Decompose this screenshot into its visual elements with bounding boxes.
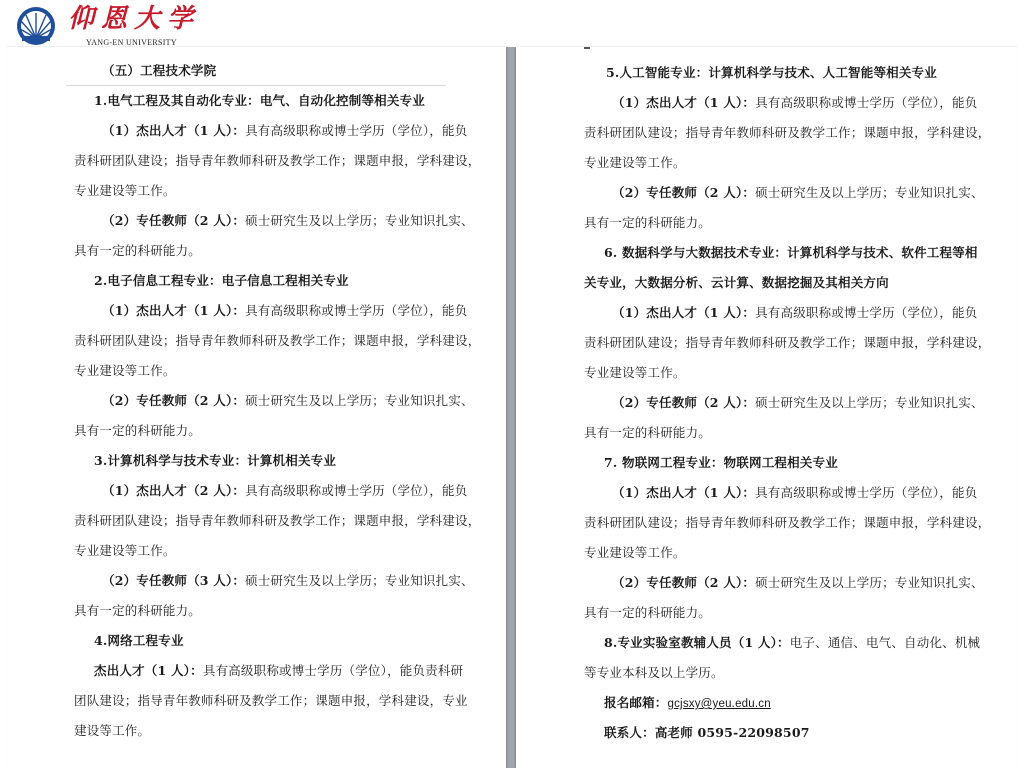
major-title: 4.网络工程专业 — [94, 633, 184, 648]
paragraph-line: 责科研团队建设；指导青年教师科研及教学工作；课题申报，学科建设， — [74, 153, 481, 168]
paragraph-line: 具有一定的科研能力。 — [74, 423, 202, 438]
position-label: 8.专业实验室教辅人员（1 人）： — [604, 635, 790, 650]
requirement-text: 硕士研究生及以上学历；专业知识扎实、 — [245, 393, 474, 408]
paragraph-line: 具有一定的科研能力。 — [74, 603, 202, 618]
university-name-cn: 仰恩大学 — [68, 4, 201, 34]
position-label: （2）专任教师（2 人）： — [612, 185, 756, 200]
requirement-text: 硕士研究生及以上学历；专业知识扎实、 — [245, 573, 474, 588]
major-title: 6. 数据科学与大数据技术专业：计算机科学与技术、软件工程等相 — [604, 245, 978, 260]
major-title: 7. 物联网工程专业：物联网工程相关专业 — [604, 455, 838, 470]
paragraph-line: 专业建设等工作。 — [74, 183, 176, 198]
paragraph-line: 责科研团队建设；指导青年教师科研及教学工作；课题申报，学科建设， — [74, 513, 481, 528]
position-label: （1）杰出人才（1 人）： — [612, 485, 756, 500]
position-label: （1）杰出人才（1 人）： — [102, 123, 246, 138]
paragraph-line: 责科研团队建设；指导青年教师科研及教学工作；课题申报，学科建设， — [584, 125, 991, 140]
contact-person-line — [604, 725, 810, 741]
paragraph-line — [612, 485, 977, 501]
contact-label: 联系人： — [604, 725, 655, 740]
university-seal-icon — [12, 6, 60, 46]
major-title: 5.人工智能专业：计算机科学与技术、人工智能等相关专业 — [606, 65, 937, 80]
page-marker — [584, 47, 590, 49]
paragraph-line: 专业建设等工作。 — [74, 543, 176, 558]
major-title: 1.电气工程及其自动化专业：电气、自动化控制等相关专业 — [94, 93, 425, 108]
major-title-cont: 关专业，大数据分析、云计算、数据挖掘及其相关方向 — [584, 275, 889, 290]
major-title: 3.计算机科学与技术专业：计算机相关专业 — [94, 453, 337, 468]
paragraph-line — [612, 95, 977, 111]
major-title: 2.电子信息工程专业：电子信息工程相关专业 — [94, 273, 349, 288]
paragraph-line: 具有一定的科研能力。 — [584, 215, 712, 230]
paragraph-line: 责科研团队建设；指导青年教师科研及教学工作；课题申报，学科建设， — [74, 333, 481, 348]
paragraph-line — [102, 123, 467, 139]
paragraph-line: 责科研团队建设；指导青年教师科研及教学工作；课题申报，学科建设， — [584, 515, 991, 530]
requirement-text: 具有高级职称或博士学历（学位），能负 — [245, 483, 468, 498]
paragraph-line — [102, 483, 467, 499]
position-label: （2）专任教师（2 人）： — [612, 575, 756, 590]
paragraph-line — [604, 635, 980, 651]
document-viewer[interactable] — [6, 47, 1018, 768]
paragraph-line — [612, 575, 984, 591]
requirement-text: 具有高级职称或博士学历（学位），能负 — [245, 303, 468, 318]
position-label: （2）专任教师（2 人）： — [612, 395, 756, 410]
paragraph-line: 专业建设等工作。 — [74, 363, 176, 378]
requirement-text: 具有高级职称或博士学历（学位），能负 — [755, 305, 978, 320]
paragraph-line — [94, 663, 463, 679]
paragraph-line: 等专业本科及以上学历。 — [584, 665, 724, 680]
position-label: （1）杰出人才（1 人）： — [612, 305, 756, 320]
paragraph-line — [102, 213, 474, 229]
section-title: （五）工程技术学院 — [102, 63, 217, 78]
requirement-text: 硕士研究生及以上学历；专业知识扎实、 — [755, 185, 984, 200]
requirement-text: 电子、通信、电气、自动化、机械 — [789, 635, 981, 650]
requirement-text: 硕士研究生及以上学历；专业知识扎实、 — [245, 213, 474, 228]
paragraph-line — [612, 305, 977, 321]
position-label: （1）杰出人才（1 人）： — [102, 303, 246, 318]
paragraph-line — [102, 303, 467, 319]
paragraph-line: 具有一定的科研能力。 — [584, 605, 712, 620]
paragraph-line: 专业建设等工作。 — [584, 545, 686, 560]
divider — [66, 85, 446, 86]
paragraph-line: 具有一定的科研能力。 — [584, 425, 712, 440]
requirement-text: 具有高级职称或博士学历（学位），能负责科研 — [202, 663, 464, 678]
document-page-left — [6, 47, 506, 768]
university-name-en: YANG-EN UNIVERSITY — [86, 38, 177, 47]
paragraph-line: 建设等工作。 — [74, 723, 151, 738]
paragraph-line — [102, 573, 474, 589]
contact-email-line — [604, 695, 771, 712]
requirement-text: 具有高级职称或博士学历（学位），能负 — [245, 123, 468, 138]
requirement-text: 具有高级职称或博士学历（学位），能负 — [755, 95, 978, 110]
requirement-text: 硕士研究生及以上学历；专业知识扎实、 — [755, 575, 984, 590]
email-link[interactable]: gcjsxy@yeu.edu.cn — [667, 698, 771, 710]
paragraph-line: 具有一定的科研能力。 — [74, 243, 202, 258]
position-label: （1）杰出人才（1 人）： — [612, 95, 756, 110]
paragraph-line: 团队建设；指导青年教师科研及教学工作；课题申报，学科建设，专业 — [74, 693, 468, 708]
requirement-text: 具有高级职称或博士学历（学位），能负 — [755, 485, 978, 500]
position-label: （2）专任教师（2 人）： — [102, 213, 246, 228]
paragraph-line: 专业建设等工作。 — [584, 155, 686, 170]
document-page-right — [516, 47, 1018, 768]
email-label: 报名邮箱： — [604, 695, 668, 710]
position-label: （2）专任教师（3 人）： — [102, 573, 246, 588]
position-label: （2）专任教师（2 人）： — [102, 393, 246, 408]
paragraph-line — [612, 395, 984, 411]
requirement-text: 硕士研究生及以上学历；专业知识扎实、 — [755, 395, 984, 410]
position-label: 杰出人才（1 人）： — [94, 663, 203, 678]
position-label: （1）杰出人才（2 人）： — [102, 483, 246, 498]
paragraph-line: 专业建设等工作。 — [584, 365, 686, 380]
paragraph-line — [612, 185, 984, 201]
paragraph-line — [102, 393, 474, 409]
contact-person: 高老师 0595-22098507 — [654, 725, 810, 740]
page-header — [0, 0, 1024, 48]
paragraph-line: 责科研团队建设；指导青年教师科研及教学工作；课题申报，学科建设， — [584, 335, 991, 350]
